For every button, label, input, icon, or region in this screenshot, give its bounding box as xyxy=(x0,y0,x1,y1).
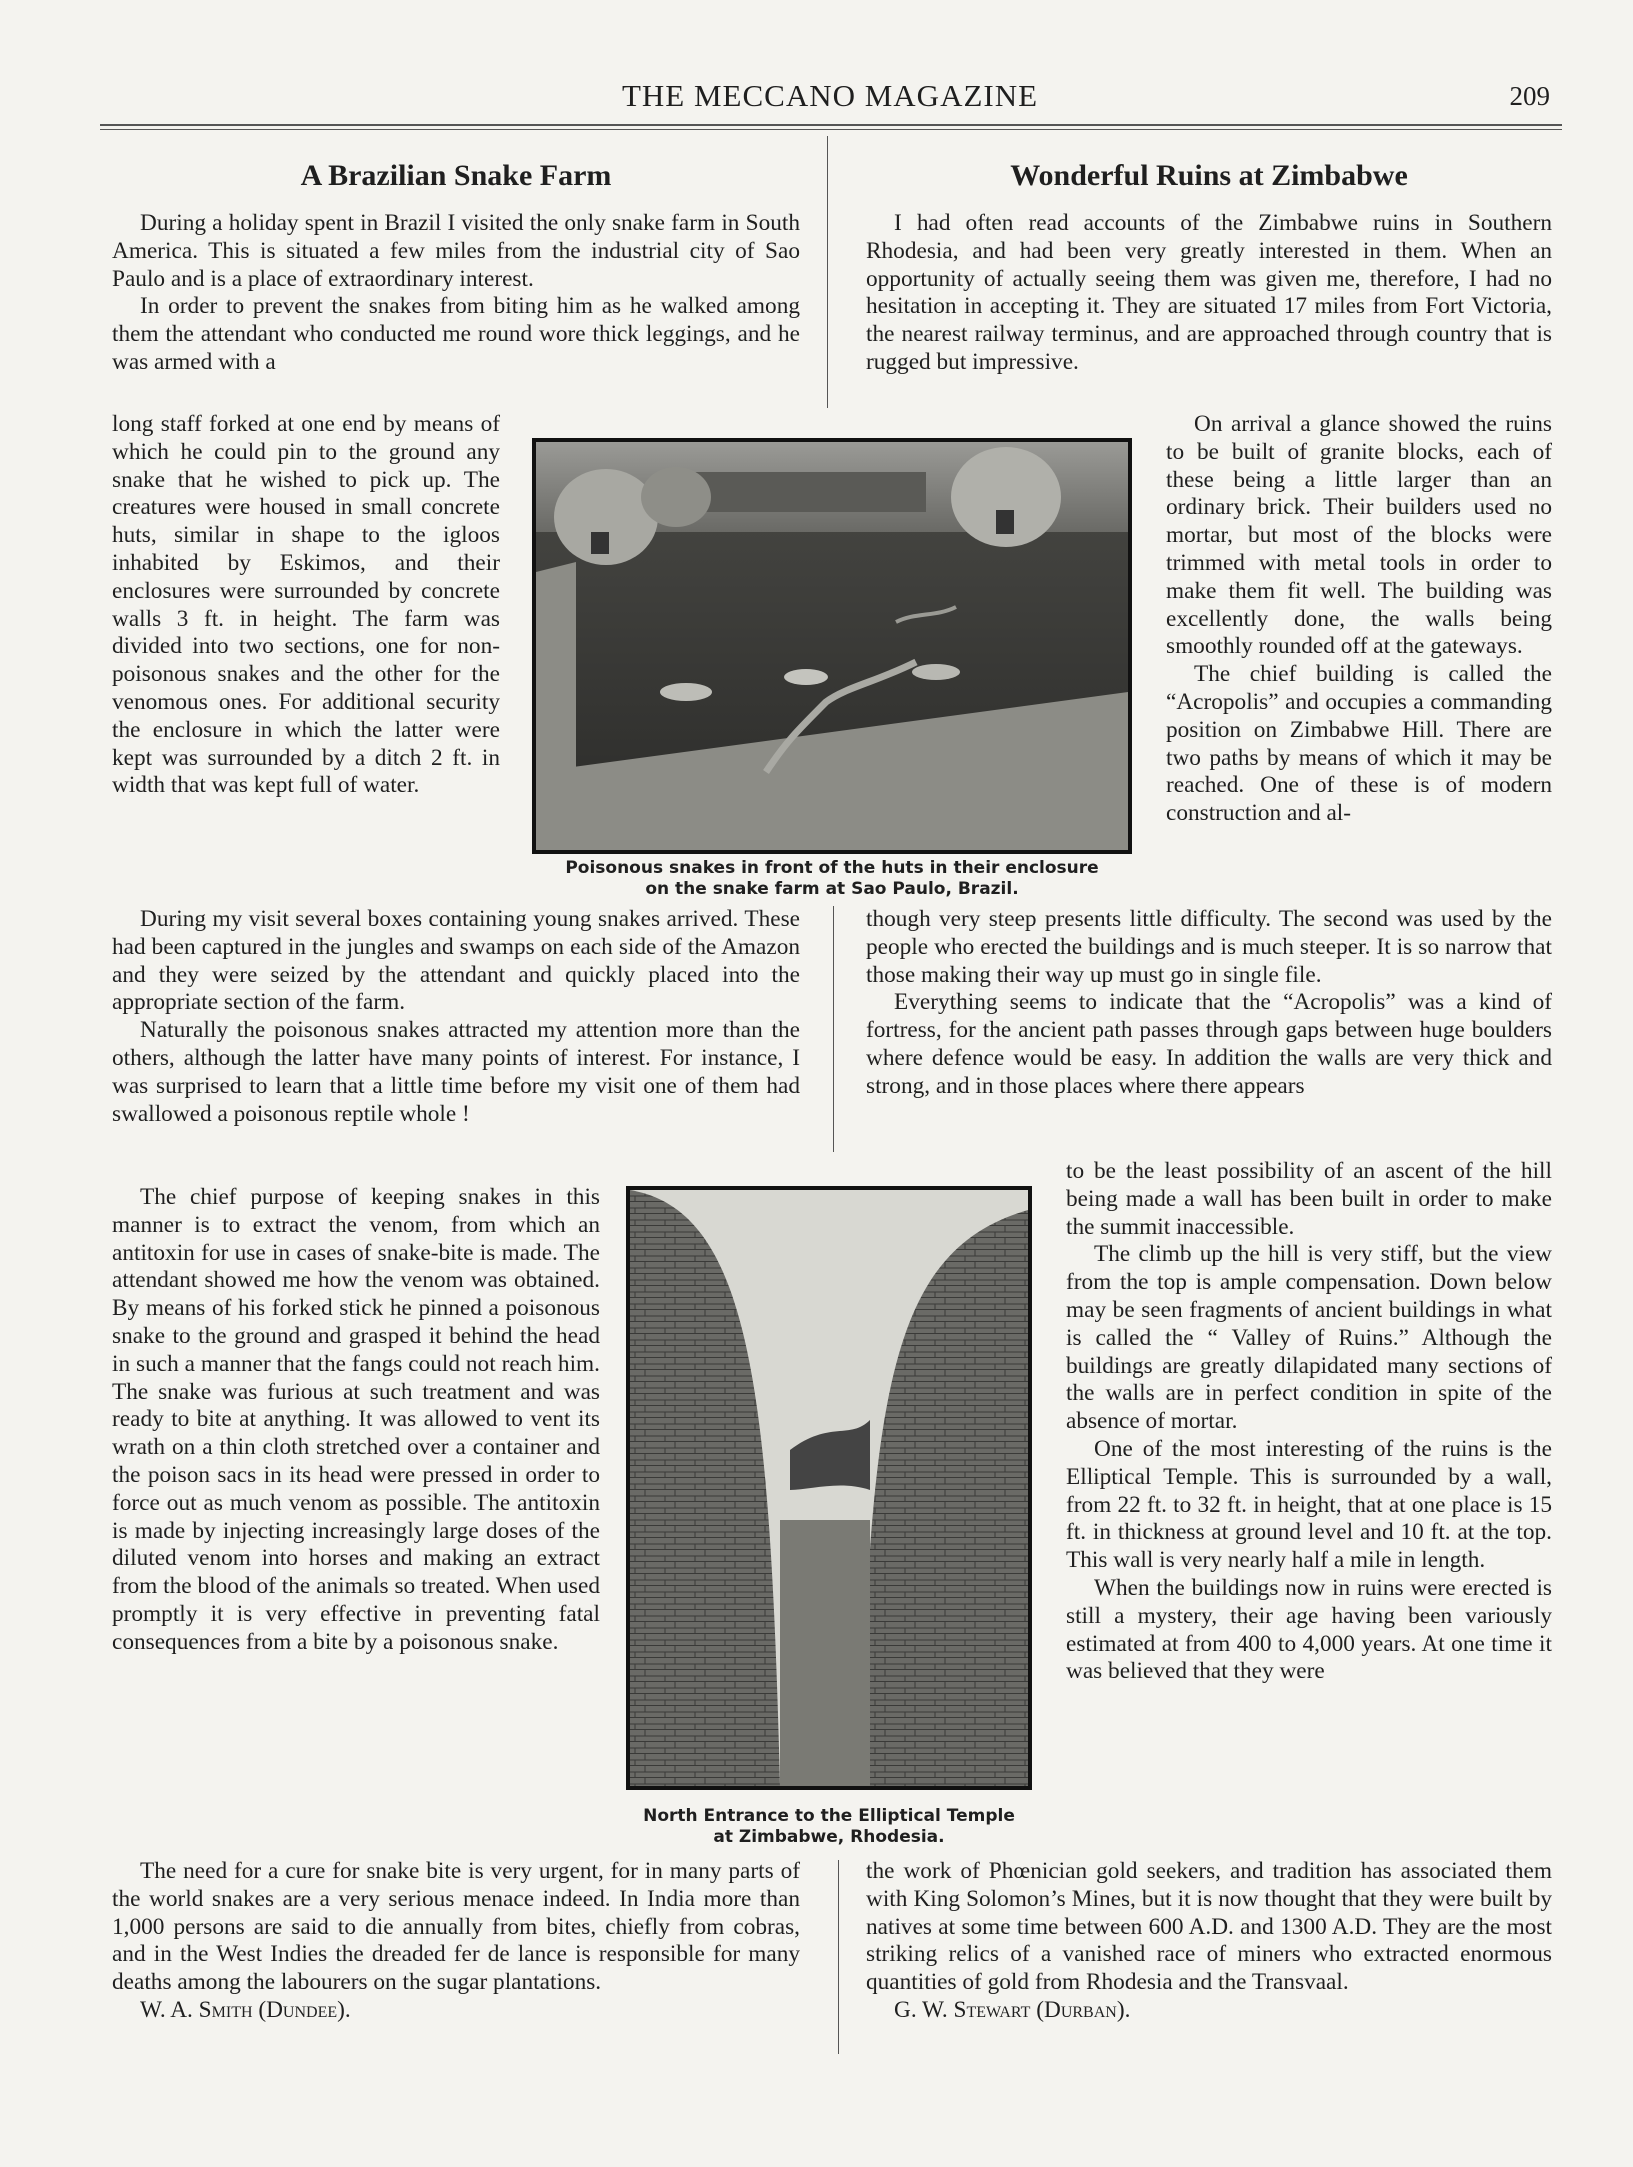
right-paragraph: I had often read accounts of the Zimbabwe ruins in Southern Rhodesia, and had been very greatly interested in them. When an opportunity of actually seeing them was given me, therefore, I had no hesitation in accepting it. They are situated 17 miles from Fort Victoria, the nearest railway terminus, and are approached through country that is rugged but impressive. xyxy=(866,210,1552,375)
zimbabwe-ruins-illustration xyxy=(630,1190,1028,1786)
header-rule xyxy=(100,124,1562,126)
left-article-title: A Brazilian Snake Farm xyxy=(300,159,612,192)
left-paragraph: In order to prevent the snakes from biting him as he walked among them the attendant who conducted me round wore thick leggings, and he was armed with a xyxy=(112,293,800,375)
right-paragraph: Everything seems to indicate that the “Acropolis” was a kind of fortress, for the ancient path passes through gaps between huge boulders where defence would be easy. In addition the walls are very thick and strong, and in those places where there appears xyxy=(866,989,1552,1099)
right-signature: G. W. Stewart (Durban). xyxy=(894,1996,1131,2023)
magazine-title: THE MECCANO MAGAZINE xyxy=(621,78,1039,113)
right-article-title: Wonderful Ruins at Zimbabwe xyxy=(1010,159,1408,192)
left-article-middle xyxy=(112,906,800,1128)
right-paragraph: to be the least possibility of an ascent of the hill being made a wall has been built in order to make the summit inaccessible. xyxy=(1066,1158,1552,1240)
column-divider-bottom xyxy=(838,1860,839,2054)
right-paragraph: One of the most interesting of the ruins is the Elliptical Temple. This is surrounded by a wall, from 22 ft. to 32 ft. in height, that at one place is 15 ft. in thickness at ground level and 10 ft. at the top. This wall is very nearly half a mile in length. xyxy=(1066,1435,1552,1574)
caption-line: at Zimbabwe, Rhodesia. xyxy=(713,1827,945,1847)
snake-farm-photo xyxy=(532,438,1132,854)
right-paragraph: the work of Phœnician gold seekers, and tradition has associated them with King Solomon’s Mines, but it is now thought that they were built by natives at some time between 600 A.D. and 1300 A.D. They are the most striking relics of a vanished race of miners who extracted enormous quantities of gold from Rhodesia and the Transvaal. xyxy=(866,1858,1552,1996)
right-paragraph: The chief building is called the “Acropolis” and occupies a commanding position on Zimbabwe Hill. There are two paths by means of which it may be reached. One of these is of modern construction and al- xyxy=(1166,661,1552,827)
left-signature: W. A. Smith (Dundee). xyxy=(140,1996,351,2023)
right-paragraph: though very steep presents little difficulty. The second was used by the people who erected the buildings and is much steeper. It is so narrow that those making their way up must go in single file. xyxy=(866,906,1552,988)
snake-farm-illustration xyxy=(536,442,1128,850)
left-paragraph: During a holiday spent in Brazil I visited the only snake farm in South America. This is situated a few miles from the industrial city of Sao Paulo and is a place of extraordinary interest. xyxy=(112,210,800,292)
caption-line: Poisonous snakes in front of the huts in their enclosure xyxy=(565,858,1099,878)
left-paragraph: Naturally the poisonous snakes attracted my attention more than the others, although the latter have many points of interest. For instance, I was surprised to learn that a little time before my visit one of them had swallowed a poisonous reptile whole ! xyxy=(112,1017,800,1127)
right-article-beside-photo2 xyxy=(1066,1158,1552,1686)
page-header xyxy=(100,78,1560,118)
right-paragraph: On arrival a glance showed the ruins to be built of granite blocks, each of these being a little larger than an ordinary brick. Their builders used no mortar, but most of the blocks were trimmed with metal tools in order to make them fit well. The building was excellently done, the walls being smoothly rounded off at the gateways. xyxy=(1166,411,1552,660)
right-article-beside-photo xyxy=(1166,411,1552,828)
left-paragraph: long staff forked at one end by means of which he could pin to the ground any snake that he wished to pick up. The creatures were housed in small concrete huts, similar in shape to the igloos inhabited by Eskimos, and their enclosures were surrounded by concrete walls 3 ft. in height. The farm was divided into two sections, one for non-poisonous snakes and the other for the venomous ones. For additional security the enclosure in which the latter were kept was surrounded by a ditch 2 ft. in width that was kept full of water. xyxy=(112,411,500,799)
left-paragraph: The need for a cure for snake bite is very urgent, for in many parts of the world snakes are a very serious menace indeed. In India more than 1,000 persons are said to die annually from bites, chiefly from cobras, and in the West Indies the dreaded fer de lance is responsible for many deaths among the labourers on the sugar plantations. xyxy=(112,1858,800,1996)
page-number: 209 xyxy=(1509,81,1550,111)
right-paragraph: When the buildings now in ruins were erected is still a mystery, their age having been variously estimated at from 400 to 4,000 years. At one time it was believed that they were xyxy=(1066,1574,1552,1685)
right-article-top xyxy=(866,158,1552,377)
left-article-beside-photo2 xyxy=(112,1184,600,1657)
column-divider-middle xyxy=(833,906,834,1152)
header-rule-thin xyxy=(100,129,1562,130)
right-article-middle xyxy=(866,906,1552,1101)
right-article-bottom xyxy=(866,1858,1552,2025)
zimbabwe-ruins-photo xyxy=(626,1186,1032,1790)
caption-line: on the snake farm at Sao Paulo, Brazil. xyxy=(645,879,1019,899)
left-article-top xyxy=(112,158,800,377)
left-paragraph: During my visit several boxes containing young snakes arrived. These had been captured in the jungles and swamps on each side of the Amazon and they were seized by the attendant and quickly placed into the appropriate section of the farm. xyxy=(112,906,800,1016)
caption-line: North Entrance to the Elliptical Temple xyxy=(643,1806,1015,1826)
left-paragraph: The chief purpose of keeping snakes in this manner is to extract the venom, from which an antitoxin for use in cases of snake-bite is made. The attendant showed me how the venom was obtained. By means of his forked stick he pinned a poisonous snake to the ground and grasped it behind the head in such a manner that the fangs could not reach him. The snake was furious at such treatment and was ready to bite at anything. It was allowed to vent its wrath on a thin cloth stretched over a container and the poison sacs in its head were pressed in order to force out as much venom as possible. The antitoxin is made by injecting increasingly large doses of the diluted venom into horses and making an extract from the blood of the animals so treated. When used promptly it is very effective in preventing fatal consequences from a bite by a poisonous snake. xyxy=(112,1184,600,1655)
left-article-bottom xyxy=(112,1858,800,2025)
snake-farm-caption xyxy=(520,858,1144,900)
right-paragraph: The climb up the hill is very stiff, but the view from the top is ample compensation. Down below may be seen fragments of ancient buildings in what is called the “ Valley of Ruins.” Although the buildings are greatly dilapidated many sections of the walls are in perfect condition in spite of the absence of mortar. xyxy=(1066,1241,1552,1435)
column-divider-top xyxy=(827,136,828,408)
left-article-beside-photo xyxy=(112,411,500,800)
zimbabwe-caption xyxy=(612,1806,1046,1848)
